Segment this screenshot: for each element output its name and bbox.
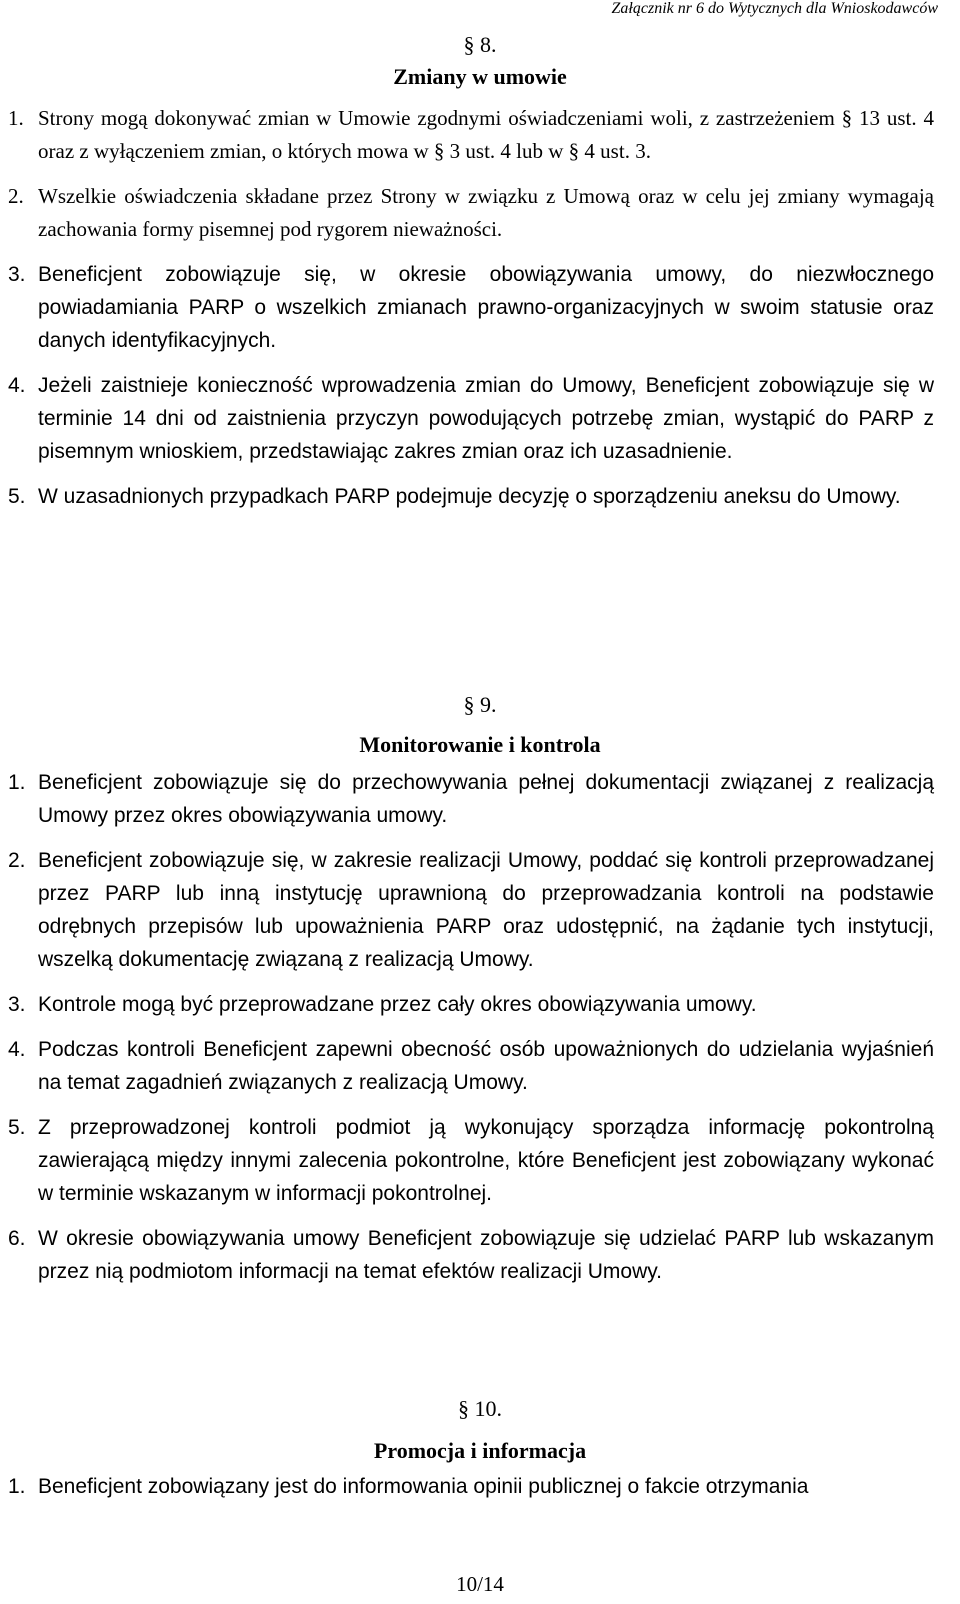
item-text: Strony mogą dokonywać zmian w Umowie zgodnymi oświadczeniami woli, z zastrzeżeniem § 13 ust. 4 oraz z wyłączeniem zmian, o których mowa w § 3 ust. 4 lub w § 4 ust. 3.: [38, 106, 934, 163]
item-text: Podczas kontroli Beneficjent zapewni obecność osób upoważnionych do udzielania wyjaśnień na temat zagadnień związanych z realizacją Umowy.: [38, 1038, 934, 1094]
section-10: [0, 1394, 960, 1515]
item-text: Kontrole mogą być przeprowadzane przez cały okres obowiązywania umowy.: [38, 993, 757, 1016]
page-number: 10/14: [456, 1572, 504, 1596]
item-number: 1.: [8, 1475, 26, 1498]
list-item: [0, 1222, 960, 1288]
item-text: Beneficjent zobowiązuje się do przechowywania pełnej dokumentacji związanej z realizacją Umowy przez okres obowiązywania umowy.: [38, 771, 934, 827]
item-text: Wszelkie oświadczenia składane przez Strony w związku z Umową oraz w celu jej zmiany wymagają zachowania formy pisemnej pod rygorem nieważności.: [38, 184, 934, 241]
section-8: [0, 30, 960, 525]
document-header-note: Załącznik nr 6 do Wytycznych dla Wnioskodawców: [611, 0, 938, 17]
item-text: W uzasadnionych przypadkach PARP podejmuje decyzję o sporządzeniu aneksu do Umowy.: [38, 485, 901, 508]
item-number: 1.: [8, 106, 24, 130]
item-number: 3.: [8, 263, 26, 286]
section-title: Promocja i informacja: [373, 1438, 587, 1463]
item-number: 2.: [8, 184, 24, 208]
list-item: [0, 988, 960, 1021]
list-item: [0, 180, 960, 246]
item-text: Jeżeli zaistnieje konieczność wprowadzenia zmian do Umowy, Beneficjent zobowiązuje się w terminie 14 dni od zaistnienia przyczyn powodujących potrzebę zmian, wystąpić do PARP z pisemnym wnioskiem, przedstawiając zakres zmian oraz ich uzasadnienie.: [38, 374, 934, 463]
section-title: Zmiany w umowie: [393, 64, 567, 89]
item-number: 5.: [8, 485, 26, 508]
list-item: [0, 1111, 960, 1210]
section-10-items: [0, 1470, 960, 1503]
list-item: [0, 766, 960, 832]
item-number: 5.: [8, 1116, 26, 1139]
section-title: Monitorowanie i kontrola: [359, 732, 601, 757]
item-number: 3.: [8, 993, 26, 1016]
list-item: [0, 102, 960, 168]
list-item: [0, 1470, 960, 1503]
list-item: [0, 844, 960, 976]
list-item: [0, 480, 960, 513]
list-item: [0, 369, 960, 468]
item-number: 1.: [8, 771, 26, 794]
item-number: 4.: [8, 1038, 26, 1061]
item-text: Beneficjent zobowiązuje się, w zakresie realizacji Umowy, poddać się kontroli przeprowadzanej przez PARP lub inną instytucję uprawnioną do przeprowadzania kontroli na podstawie odrębnych przepisów lub upoważnienia PARP oraz udostępnić, na żądanie tych instytucji, wszelką dokumentację związaną z realizacją Umowy.: [38, 849, 934, 971]
list-item: [0, 258, 960, 357]
section-number: § 9.: [463, 692, 497, 717]
section-number: § 10.: [458, 1396, 502, 1421]
section-9: [0, 690, 960, 1300]
item-text: Beneficjent zobowiązuje się, w okresie obowiązywania umowy, do niezwłocznego powiadamiania PARP o wszelkich zmianach prawno-organizacyjnych w swoim statusie oraz danych identyfikacyjnych.: [38, 263, 934, 352]
item-number: 4.: [8, 374, 26, 397]
section-9-items: [0, 766, 960, 1288]
section-8-items: [0, 102, 960, 513]
item-number: 6.: [8, 1227, 26, 1250]
item-number: 2.: [8, 849, 26, 872]
item-text: Z przeprowadzonej kontroli podmiot ją wykonujący sporządza informację pokontrolną zawierającą między innymi zalecenia pokontrolne, które Beneficjent jest zobowiązany wykonać w terminie wskazanym w informacji pokontrolnej.: [38, 1116, 934, 1205]
list-item: [0, 1033, 960, 1099]
section-number: § 8.: [463, 32, 497, 57]
item-text: Beneficjent zobowiązany jest do informowania opinii publicznej o fakcie otrzymania: [38, 1475, 809, 1498]
item-text: W okresie obowiązywania umowy Beneficjent zobowiązuje się udzielać PARP lub wskazanym przez nią podmiotom informacji na temat efektów realizacji Umowy.: [38, 1227, 934, 1283]
